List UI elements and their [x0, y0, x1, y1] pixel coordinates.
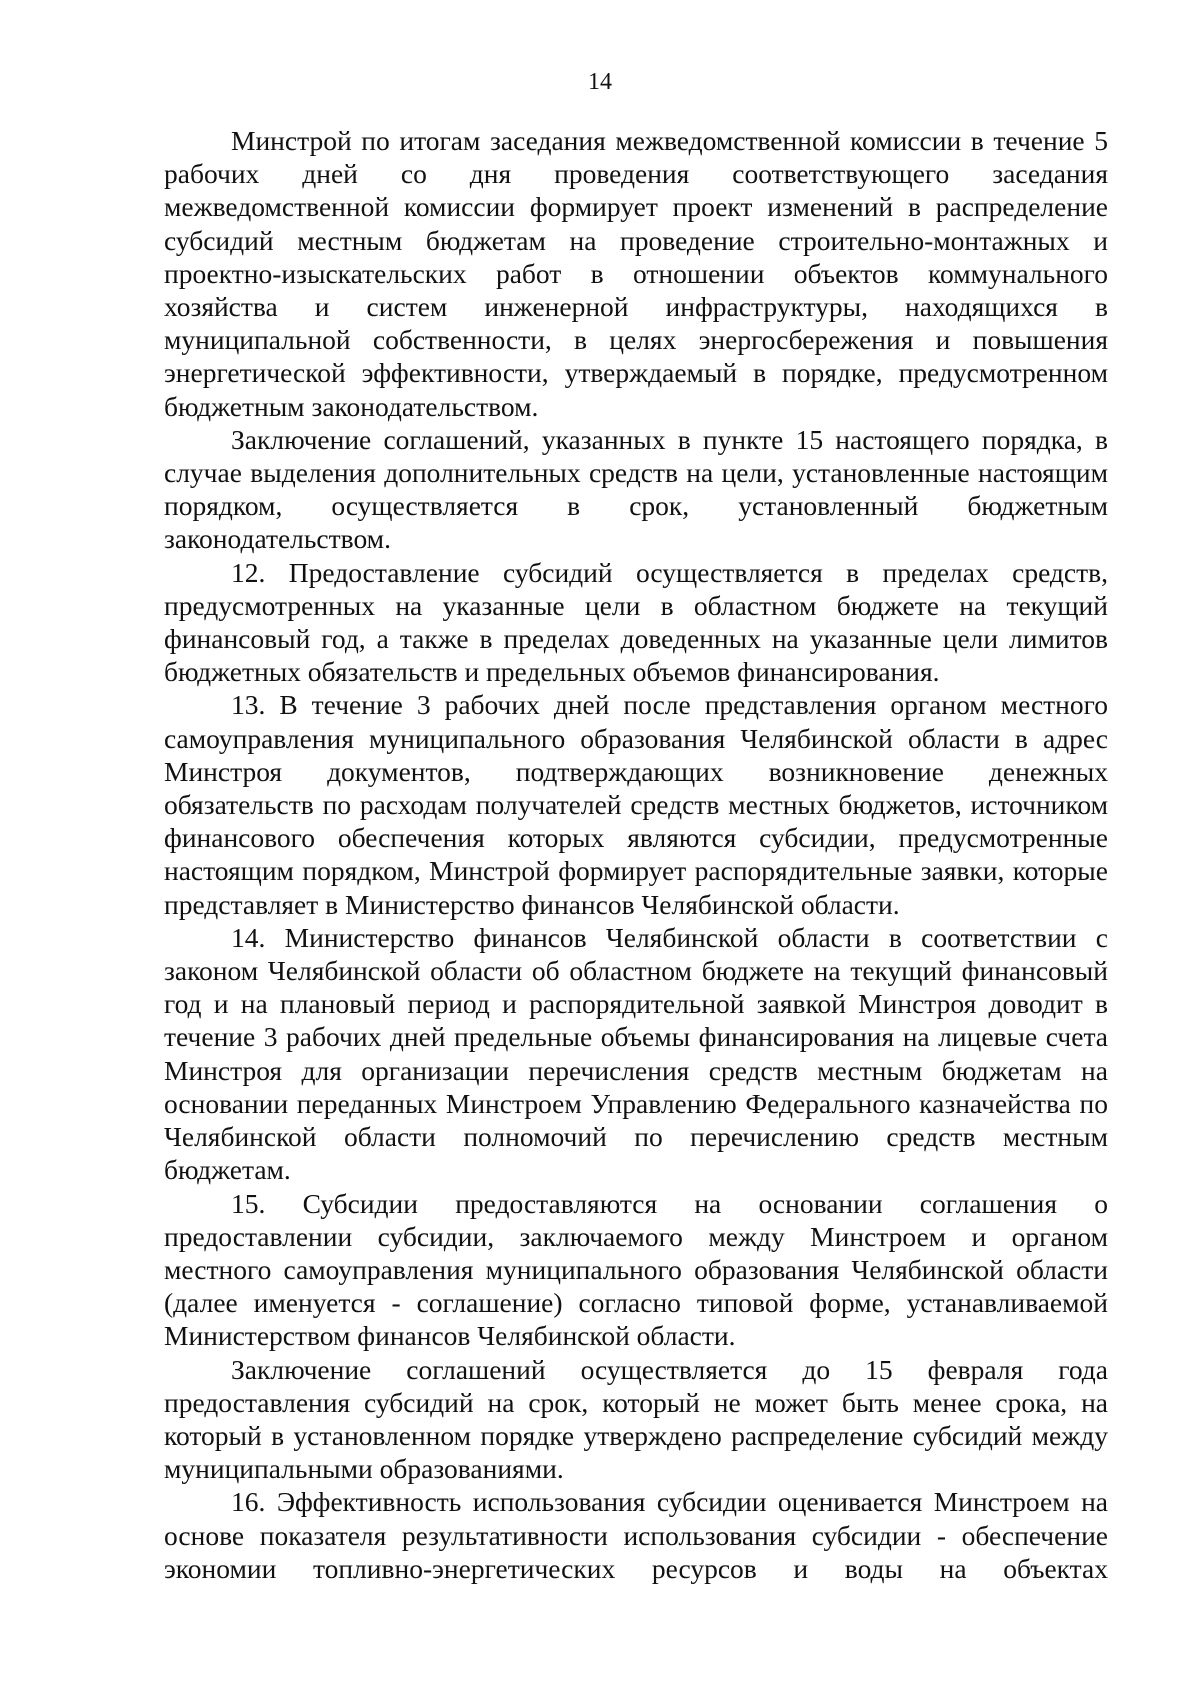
paragraph-14: 14. Министерство финансов Челябинской области в соответствии с законом Челябинской области об областном бюджете на текущий финансовый год и на плановый период и распорядительной заявкой Минстроя доводит в течение 3 рабочих дней предельные объемы финансирования на лицевые счета Минстроя для организации перечисления средств местным бюджетам на основании переданных Минстроем Управлению Федерального казначейства по Челябинской области полномочий по перечислению средств местным бюджетам. [164, 921, 1108, 1186]
page-number: 14 [588, 69, 612, 95]
paragraph-ministry-commission: Минстрой по итогам заседания межведомственной комиссии в течение 5 рабочих дней со дня проведения соответствующего заседания межведомственной комиссии формирует проект изменений в распределение субсидий местным бюджетам на проведение строительно-монтажных и проектно-изыскательских работ в отношении объектов коммунального хозяйства и систем инженерной инфраструктуры, находящихся в муниципальной собственности, в целях энергосбережения и повышения энергетической эффективности, утверждаемый в порядке, предусмотренном бюджетным законодательством. [164, 125, 1108, 422]
paragraph-16: 16. Эффективность использования субсидии оценивается Минстроем на основе показателя результативности использования субсидии - обеспечение экономии топливно-энергетических ресурсов и воды на объектах [164, 1486, 1108, 1584]
paragraph-agreements-additional-funds: Заключение соглашений, указанных в пункте 15 настоящего порядка, в случае выделения дополнительных средств на цели, установленные настоящим порядком, осуществляется в срок, установленный бюджетным законодательством. [164, 423, 1108, 555]
paragraph-15: 15. Субсидии предоставляются на основании соглашения о предоставлении субсидии, заключаемого между Минстроем и органом местного самоуправления муниципального образования Челябинской области (далее именуется - соглашение) согласно типовой форме, устанавливаемой Министерством финансов Челябинской области. [164, 1187, 1108, 1352]
paragraph-12: 12. Предоставление субсидий осуществляется в пределах средств, предусмотренных на указанные цели в областном бюджете на текущий финансовый год, а также в пределах доведенных на указанные цели лимитов бюджетных обязательств и предельных объемов финансирования. [164, 556, 1108, 688]
document-body [164, 124, 1108, 1585]
paragraph-agreements-deadline: Заключение соглашений осуществляется до 15 февраля года предоставления субсидий на срок, который не может быть менее срока, на который в установленном порядке утверждено распределение субсидий между муниципальными образованиями. [164, 1353, 1108, 1485]
paragraph-13: 13. В течение 3 рабочих дней после представления органом местного самоуправления муниципального образования Челябинской области в адрес Минстроя документов, подтверждающих возникновение денежных обязательств по расходам получателей средств местных бюджетов, источником финансового обеспечения которых являются субсидии, предусмотренные настоящим порядком, Минстрой формирует распорядительные заявки, которые представляет в Министерство финансов Челябинской области. [164, 689, 1108, 920]
